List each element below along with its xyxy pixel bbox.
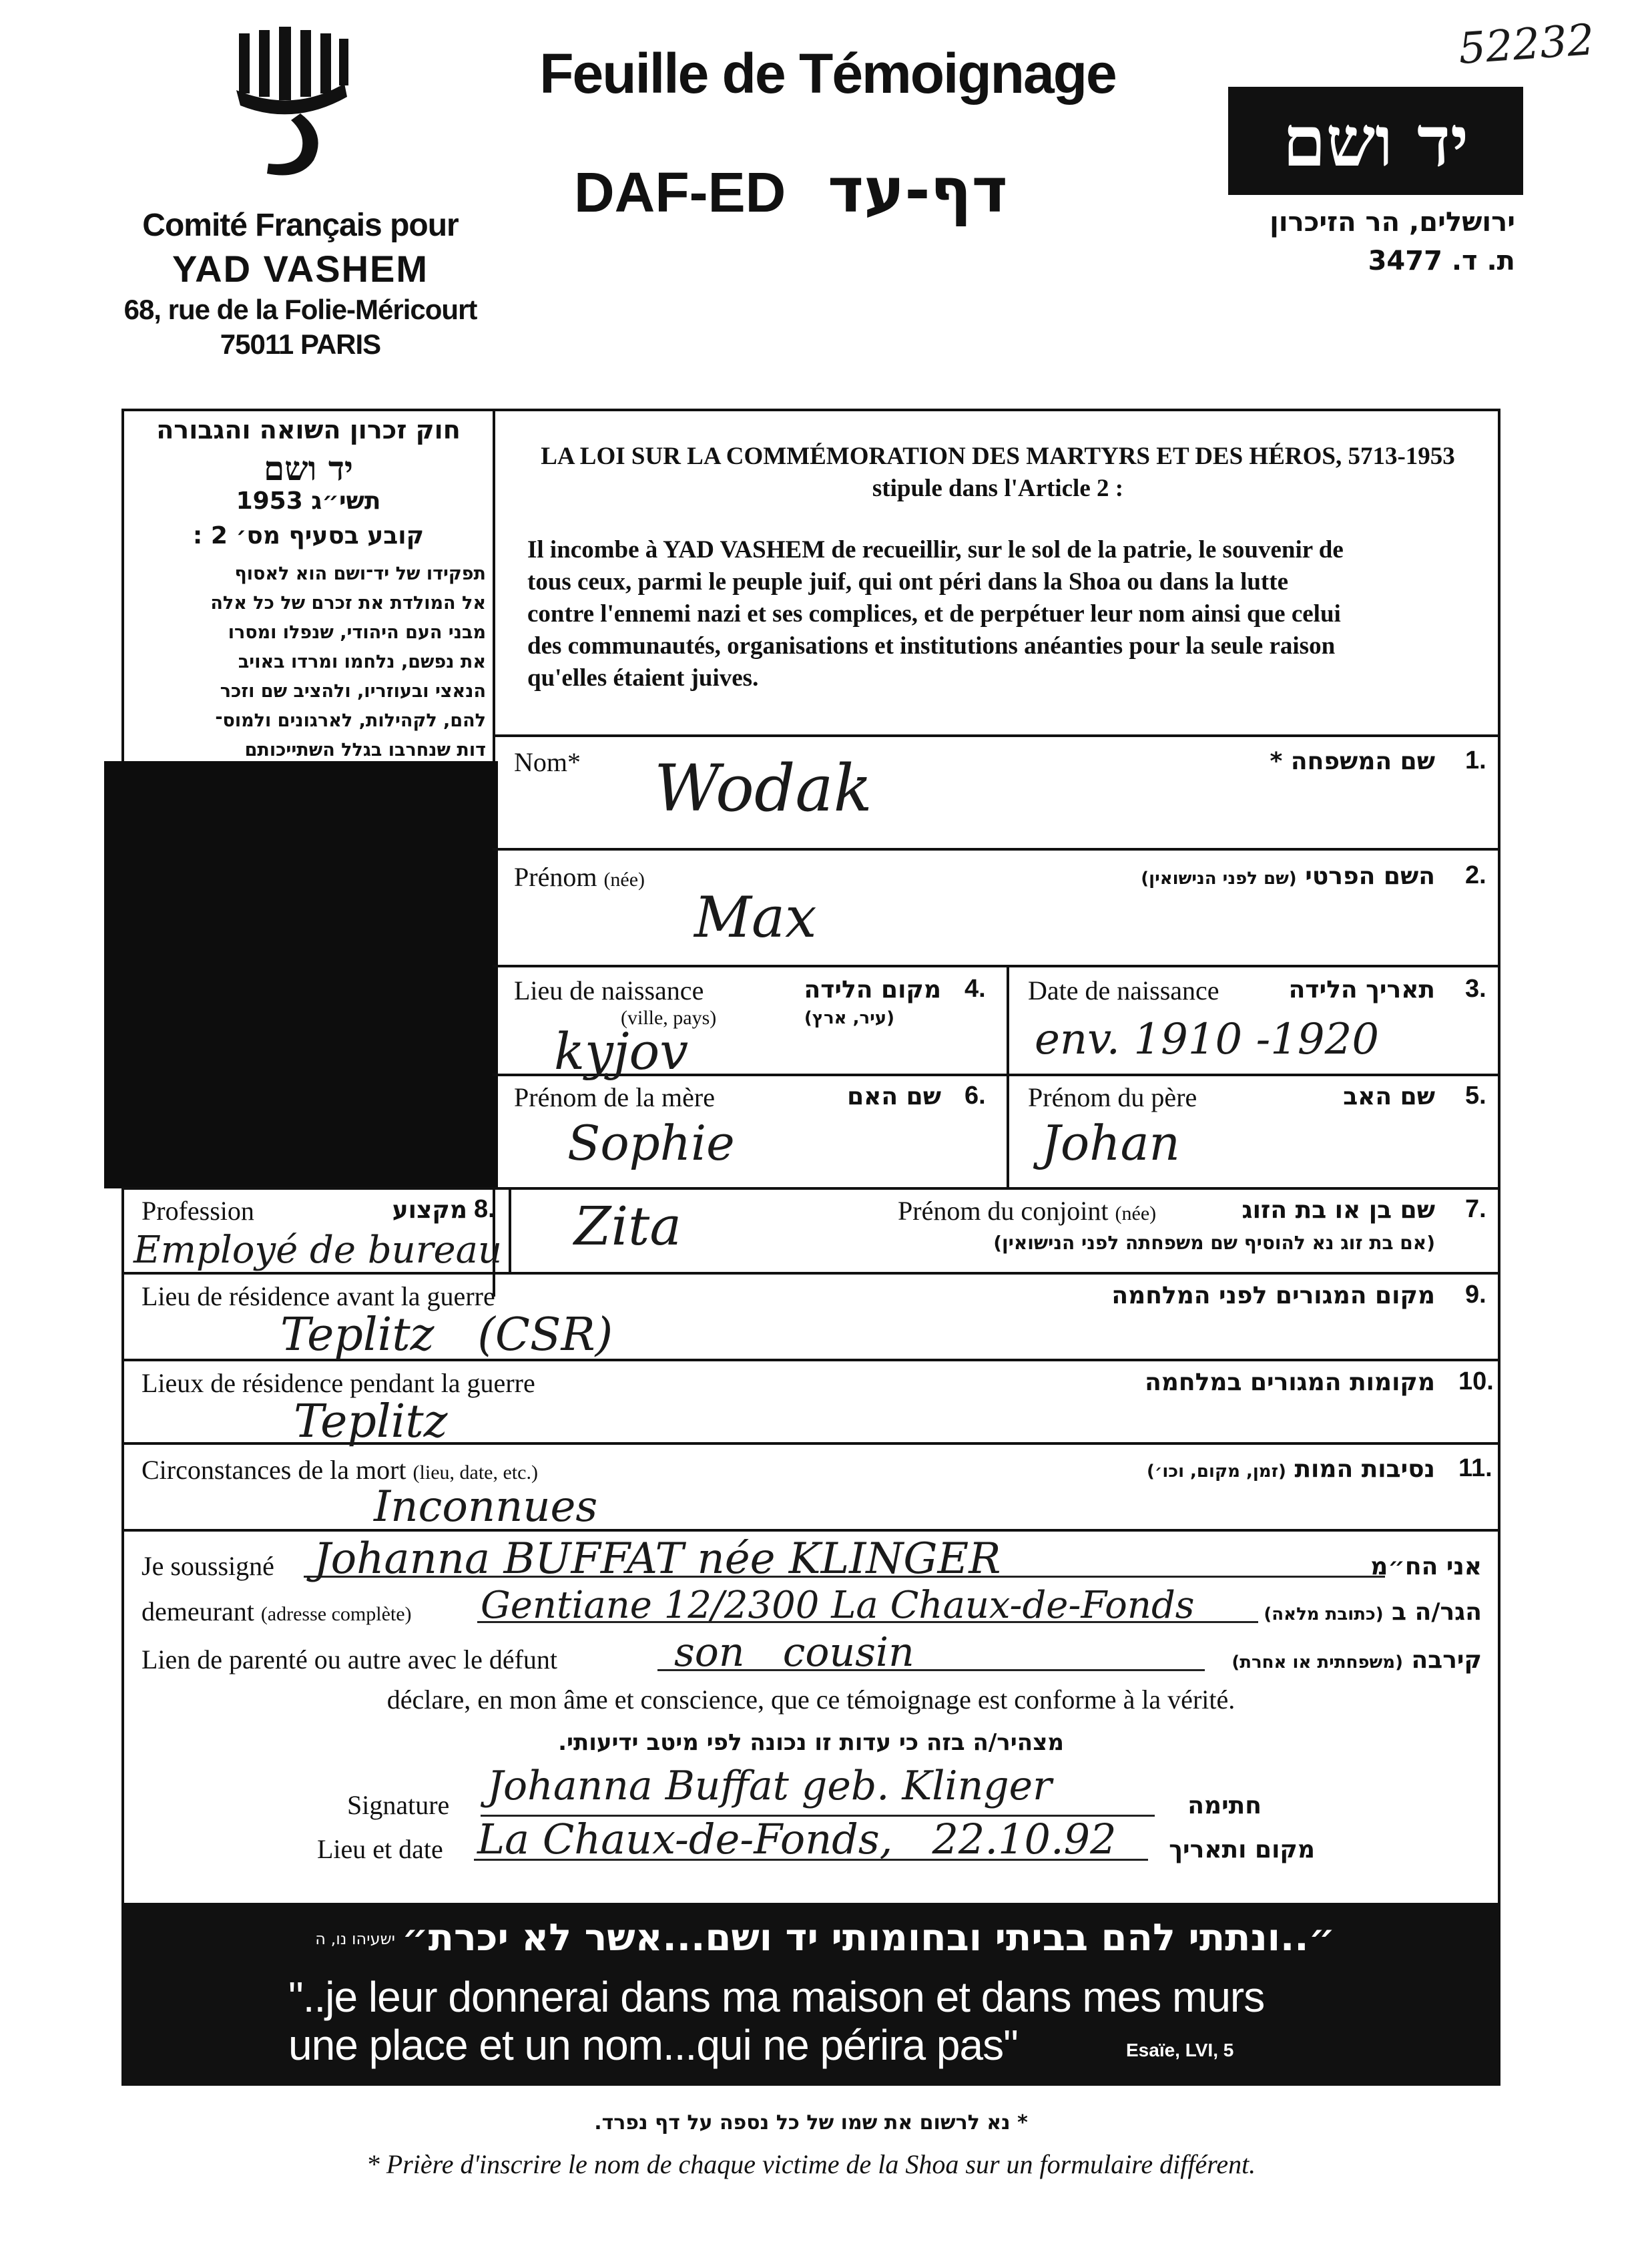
soussigne-value[interactable]: Johanna BUFFAT née KLINGER bbox=[314, 1534, 1001, 1584]
field11-value-death-circumstances[interactable]: Inconnues bbox=[374, 1482, 598, 1532]
field6-label-fr: Prénom de la mère bbox=[514, 1082, 715, 1112]
field2-label-he-small: (שם לפני הנישואין) bbox=[1141, 869, 1297, 889]
field10-value-residence-during[interactable]: Teplitz bbox=[294, 1395, 448, 1448]
field11-number: 11. bbox=[1458, 1454, 1492, 1482]
committee-line2: YAD VASHEM bbox=[172, 248, 429, 290]
field7-value-spouse[interactable]: Zita bbox=[574, 1195, 682, 1257]
field6-value-mother[interactable]: Sophie bbox=[567, 1115, 735, 1171]
banner-hebrew-ref: ישעיהו נו, ה bbox=[315, 1930, 395, 1948]
declaration-text-fr: déclare, en mon âme et conscience, que ce témoignage est conforme à la vérité. bbox=[386, 1684, 1235, 1715]
field4-label-small: (ville, pays) bbox=[621, 1007, 717, 1029]
yad-vashem-emblem-icon bbox=[227, 27, 360, 187]
banner-french-line1: "..je leur donnerai dans ma maison et dans mes murs bbox=[288, 1973, 1265, 2021]
law-hebrew-line: תפקידו של יד־ושם הוא לאסוף bbox=[234, 564, 486, 584]
daf-ed-hebrew: דף-עד bbox=[828, 155, 1008, 226]
law-french-line: qu'elles étaient juives. bbox=[527, 664, 759, 692]
law-hebrew-title2: יד ושם bbox=[264, 449, 353, 488]
banner-french-ref: Esaïe, LVI, 5 bbox=[1126, 2040, 1234, 2060]
demeurant-value[interactable]: Gentiane 12/2300 La Chaux-de-Fonds bbox=[481, 1584, 1195, 1627]
field2-label-he-main: השם הפרטי bbox=[1305, 863, 1435, 890]
field11-label-he-main: נסיבות המות bbox=[1294, 1455, 1435, 1483]
field10-number: 10. bbox=[1458, 1367, 1494, 1395]
field1-label-he: שם המשפחה * bbox=[1270, 748, 1435, 775]
demeurant-label-he-main: הגר/ה ב bbox=[1392, 1598, 1482, 1626]
daf-ed-latin: DAF-ED bbox=[574, 161, 786, 224]
field9-value-residence-before[interactable]: Teplitz (CSR) bbox=[280, 1309, 613, 1361]
field7-label-fr bbox=[898, 1195, 1156, 1226]
law-french-line: contre l'ennemi nazi et ses complices, et de perpétuer leur nom ainsi que celui bbox=[527, 600, 1341, 628]
field7-number: 7. bbox=[1465, 1195, 1486, 1223]
law-french-line: tous ceux, parmi le peuple juif, qui ont péri dans la Shoa ou dans la lutte bbox=[527, 568, 1288, 596]
field3-value-birthdate[interactable]: env. 1910 -1920 bbox=[1035, 1015, 1380, 1064]
field11-label-main: Circonstances de la mort bbox=[142, 1455, 406, 1485]
field1-number: 1. bbox=[1465, 746, 1486, 774]
field4-label-he: מקום הלידה bbox=[804, 976, 941, 1003]
lien-label-he-small: (משפחתית או אחרת) bbox=[1231, 1652, 1403, 1672]
field1-value-surname[interactable]: Wodak bbox=[654, 751, 872, 826]
field11-label-small: (lieu, date, etc.) bbox=[412, 1462, 538, 1484]
signature-value[interactable]: Johanna Buffat geb. Klinger bbox=[487, 1763, 1052, 1809]
law-hebrew-line: הנאצי ובעוזריו, ולהציב שם וזכר bbox=[220, 681, 486, 702]
signature-label-fr: Signature bbox=[347, 1790, 450, 1820]
law-hebrew-title4: קובע בסעיף מס׳ 2 : bbox=[192, 522, 425, 549]
demeurant-label-he bbox=[1255, 1598, 1482, 1626]
field3-label-fr: Date de naissance bbox=[1028, 975, 1219, 1005]
field9-label-he: מקום המגורים לפני המלחמה bbox=[1111, 1282, 1435, 1309]
field5-value-father[interactable]: Johan bbox=[1041, 1115, 1180, 1171]
field9-number: 9. bbox=[1465, 1281, 1486, 1309]
lien-label-he bbox=[1201, 1646, 1482, 1674]
law-french-text bbox=[527, 534, 1475, 694]
lieu-date-label-he: מקום ותאריך bbox=[1169, 1836, 1315, 1863]
declaration-text-he: מצהיר/ה בזה כי עדות זו נכונה לפי מיטב ידיעותי. bbox=[558, 1729, 1064, 1756]
lien-label-fr: Lien de parenté ou autre avec le défunt bbox=[142, 1644, 558, 1674]
banner-hebrew: ״..ונתתי להם בביתי ובחומותי יד ושם...אשר לא יכרת״ bbox=[402, 1916, 1336, 1960]
field1-label-fr: Nom* bbox=[514, 747, 581, 777]
law-hebrew-line: מבני העם היהודי, שנפלו ומסרו bbox=[228, 622, 486, 643]
law-french-line: Il incombe à YAD VASHEM de recueillir, sur le sol de la patrie, le souvenir de bbox=[527, 536, 1344, 564]
field2-label-small: (née) bbox=[603, 869, 645, 891]
field4-number: 4. bbox=[965, 975, 986, 1003]
hebrew-address-line1: ירושלים, הר הזיכרון bbox=[1270, 207, 1515, 238]
field2-value-firstname[interactable]: Max bbox=[694, 885, 817, 950]
lien-value[interactable]: son cousin bbox=[674, 1629, 914, 1676]
footnote-french: * Prière d'inscrire le nom de chaque victime de la Shoa sur un formulaire différent. bbox=[366, 2149, 1256, 2179]
field8-value-profession[interactable]: Employé de bureau bbox=[133, 1228, 503, 1272]
committee-line3: 68, rue de la Folie-Méricourt bbox=[123, 294, 477, 325]
field5-label-he: שם האב bbox=[1343, 1083, 1435, 1110]
field11-label-fr bbox=[142, 1454, 538, 1486]
field11-label-he bbox=[1001, 1455, 1435, 1483]
demeurant-label-fr bbox=[142, 1596, 412, 1627]
archive-number: 52232 bbox=[1456, 15, 1596, 75]
footnote-hebrew: * נא לרשום את שמו של כל נספה על דף נפרד. bbox=[594, 2111, 1028, 2135]
field5-number: 5. bbox=[1465, 1082, 1486, 1110]
field3-number: 3. bbox=[1465, 975, 1486, 1003]
logo-hebrew-text: יד ושם bbox=[1282, 99, 1469, 182]
field7-label-he-small: (אם בת זוג נא להוסיף שם משפחתה לפני הנישואין) bbox=[993, 1232, 1435, 1254]
law-hebrew-text bbox=[133, 559, 486, 795]
field8-number: 8. bbox=[474, 1195, 495, 1223]
field9-label-fr: Lieu de résidence avant la guerre bbox=[142, 1281, 495, 1311]
field4-label-he-small: (עיר, ארץ) bbox=[804, 1008, 894, 1028]
soussigne-label-fr: Je soussigné bbox=[142, 1551, 274, 1581]
field3-label-he: תאריך הלידה bbox=[1288, 976, 1435, 1003]
field2-label-he bbox=[1001, 863, 1435, 890]
field7-label-he: שם בן או בת הזוג bbox=[1242, 1196, 1435, 1224]
field2-label-main: Prénom bbox=[514, 862, 597, 892]
field5-label-fr: Prénom du père bbox=[1028, 1082, 1197, 1112]
yad-vashem-logo bbox=[1228, 87, 1523, 195]
field4-label-fr: Lieu de naissance bbox=[514, 975, 704, 1005]
law-hebrew-title1: חוק זכרון השואה והגבורה bbox=[156, 415, 461, 445]
quote-banner bbox=[121, 1903, 1500, 2086]
redacted-photo-block bbox=[104, 761, 498, 1188]
field6-number: 6. bbox=[965, 1082, 986, 1110]
banner-french-line2: une place et un nom...qui ne périra pas" bbox=[288, 2021, 1018, 2069]
page-title: Feuille de Témoignage bbox=[539, 42, 1116, 105]
law-french-line: des communautés, organisations et institutions anéanties pour la seule raison bbox=[527, 632, 1336, 660]
law-hebrew-line: אל המולדת את זכרם של כל אלה bbox=[210, 593, 486, 614]
field2-label-fr bbox=[514, 861, 645, 893]
lieu-date-label-fr: Lieu et date bbox=[317, 1834, 443, 1864]
law-french-title2: stipule dans l'Article 2 : bbox=[872, 475, 1124, 502]
field8-label-he: מקצוע bbox=[392, 1196, 467, 1224]
law-hebrew-line: להם, לקהילות, לארגונים ולמוס־ bbox=[215, 710, 486, 731]
field8-label-fr: Profession bbox=[142, 1196, 254, 1226]
committee-line4: 75011 PARIS bbox=[220, 328, 381, 360]
law-french-title1: LA LOI SUR LA COMMÉMORATION DES MARTYRS ET DES HÉROS, 5713-1953 bbox=[541, 443, 1455, 470]
signature-label-he: חתימה bbox=[1187, 1792, 1262, 1819]
demeurant-label-small: (adresse complète) bbox=[260, 1603, 412, 1625]
demeurant-label-he-small: (כתובת מלאה) bbox=[1264, 1604, 1384, 1624]
field10-label-fr: Lieux de résidence pendant la guerre bbox=[142, 1368, 535, 1398]
soussigne-label-he: אני הח״מ bbox=[1370, 1553, 1482, 1580]
field7-label-main: Prénom du conjoint bbox=[898, 1196, 1109, 1226]
field6-label-he: שם האם bbox=[847, 1083, 941, 1110]
law-hebrew-title3: תשי״ג 1953 bbox=[236, 487, 381, 515]
law-hebrew-line: את נפשם, נלחמו ומרדו באויב bbox=[238, 652, 486, 672]
field7-label-small: (née) bbox=[1115, 1202, 1157, 1224]
committee-line1: Comité Français pour bbox=[142, 208, 459, 243]
hebrew-address-line2: ת. ד. 3477 bbox=[1368, 246, 1515, 276]
demeurant-label-main: demeurant bbox=[142, 1596, 254, 1626]
field11-label-he-small: (זמן, מקום, וכו׳) bbox=[1147, 1462, 1286, 1482]
law-hebrew-line: דות שנחרבו בגלל השתייכותם bbox=[244, 740, 486, 760]
field2-number: 2. bbox=[1465, 861, 1486, 889]
lien-label-he-main: קירבה bbox=[1411, 1646, 1482, 1674]
lieu-date-value[interactable]: La Chaux-de-Fonds, 22.10.92 bbox=[477, 1815, 1117, 1863]
field4-value-birthplace[interactable]: kyjov bbox=[554, 1022, 689, 1081]
field10-label-he: מקומות המגורים במלחמה bbox=[1145, 1369, 1435, 1396]
